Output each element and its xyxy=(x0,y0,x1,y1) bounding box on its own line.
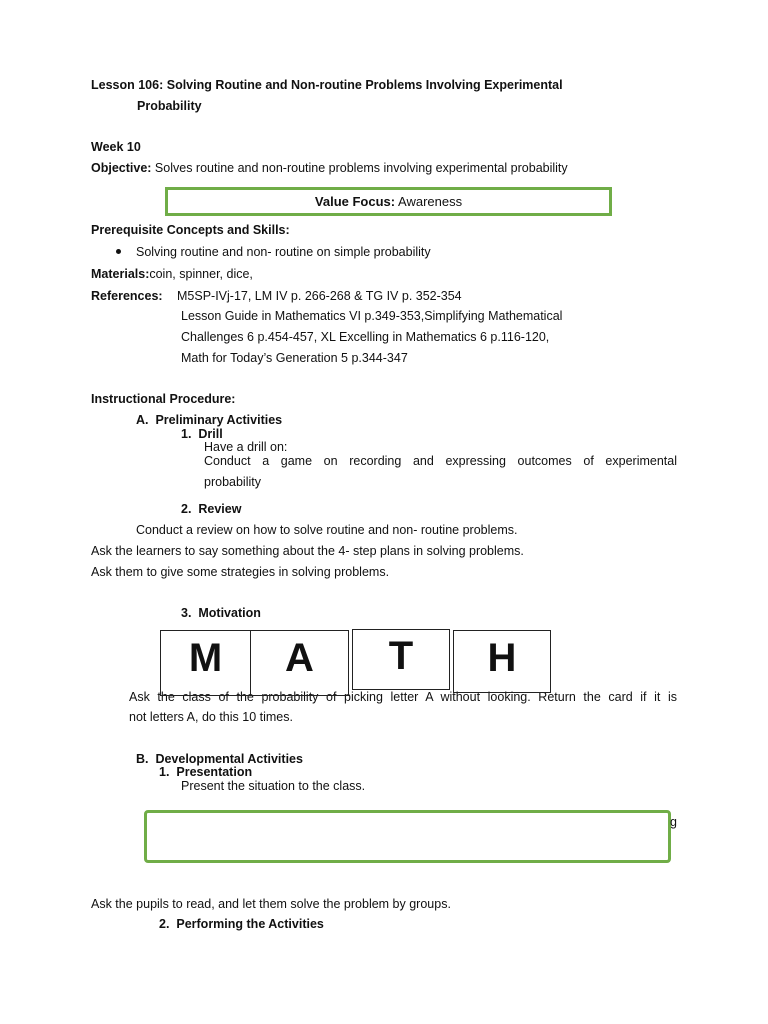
value-focus-content xyxy=(168,190,609,213)
section-b-heading: B. Developmental Activities xyxy=(136,752,303,766)
value-focus-box xyxy=(165,187,612,216)
letter-card-t: T xyxy=(352,629,450,690)
reference-line: M5SP-IVj-17, LM IV p. 266-268 & TG IV p. 352-354 xyxy=(177,289,462,303)
review-line1: Conduct a review on how to solve routine and non- routine problems. xyxy=(136,523,518,537)
references-label: References: xyxy=(91,289,163,303)
situation-overflow-text: g xyxy=(670,815,677,829)
reference-line: Lesson Guide in Mathematics VI p.349-353,Simplifying Mathematical xyxy=(181,309,563,323)
review-line2: Ask the learners to say something about the 4- step plans in solving problems. xyxy=(91,544,524,558)
value-focus-label: Value Focus: xyxy=(314,194,396,209)
letter-card-a: A xyxy=(250,630,349,696)
objective xyxy=(91,160,568,176)
review-line3: Ask them to give some strategies in solving problems. xyxy=(91,565,390,579)
drill-line1: Have a drill on: xyxy=(204,440,288,454)
procedure-heading: Instructional Procedure: xyxy=(91,392,236,406)
value-focus-text: Awareness xyxy=(398,194,463,209)
materials-label: Materials: xyxy=(91,267,150,281)
letter-card-h: H xyxy=(453,630,551,693)
presentation-label: 1. Presentation xyxy=(159,765,253,779)
letter-card-m: M xyxy=(160,630,251,696)
drill-line3: probability xyxy=(204,475,261,489)
materials xyxy=(91,266,253,282)
lesson-title-line1: Lesson 106: Solving Routine and Non-routine Problems Involving Experimental xyxy=(91,78,563,92)
motivation-line1: Ask the class of the probability of picking letter A without looking. Return the card if it is xyxy=(129,690,677,704)
reference-line: Math for Today’s Generation 5 p.344-347 xyxy=(181,351,408,365)
bullet-icon xyxy=(116,249,121,254)
review-label: 2. Review xyxy=(181,502,242,516)
prerequisite-item: Solving routine and non- routine on simple probability xyxy=(136,245,431,259)
motivation-label: 3. Motivation xyxy=(181,606,261,620)
lesson-title-line2: Probability xyxy=(137,99,202,113)
week-label: Week 10 xyxy=(91,140,141,154)
situation-box xyxy=(144,810,671,863)
performing-activities-label: 2. Performing the Activities xyxy=(159,917,324,931)
prerequisite-heading: Prerequisite Concepts and Skills: xyxy=(91,223,290,237)
reference-line: Challenges 6 p.454-457, XL Excelling in Mathematics 6 p.116-120, xyxy=(181,330,550,344)
section-a-heading: A. Preliminary Activities xyxy=(136,413,283,427)
after-box-line: Ask the pupils to read, and let them solve the problem by groups. xyxy=(91,897,451,911)
drill-label: 1. Drill xyxy=(181,427,223,441)
objective-label: Objective: xyxy=(91,161,152,175)
presentation-line1: Present the situation to the class. xyxy=(181,779,366,793)
materials-text: coin, spinner, dice, xyxy=(149,267,253,281)
drill-line2: Conduct a game on recording and expressing outcomes of experimental xyxy=(204,454,677,468)
motivation-line2: not letters A, do this 10 times. xyxy=(129,710,293,724)
objective-text: Solves routine and non-routine problems involving experimental probability xyxy=(154,161,568,175)
